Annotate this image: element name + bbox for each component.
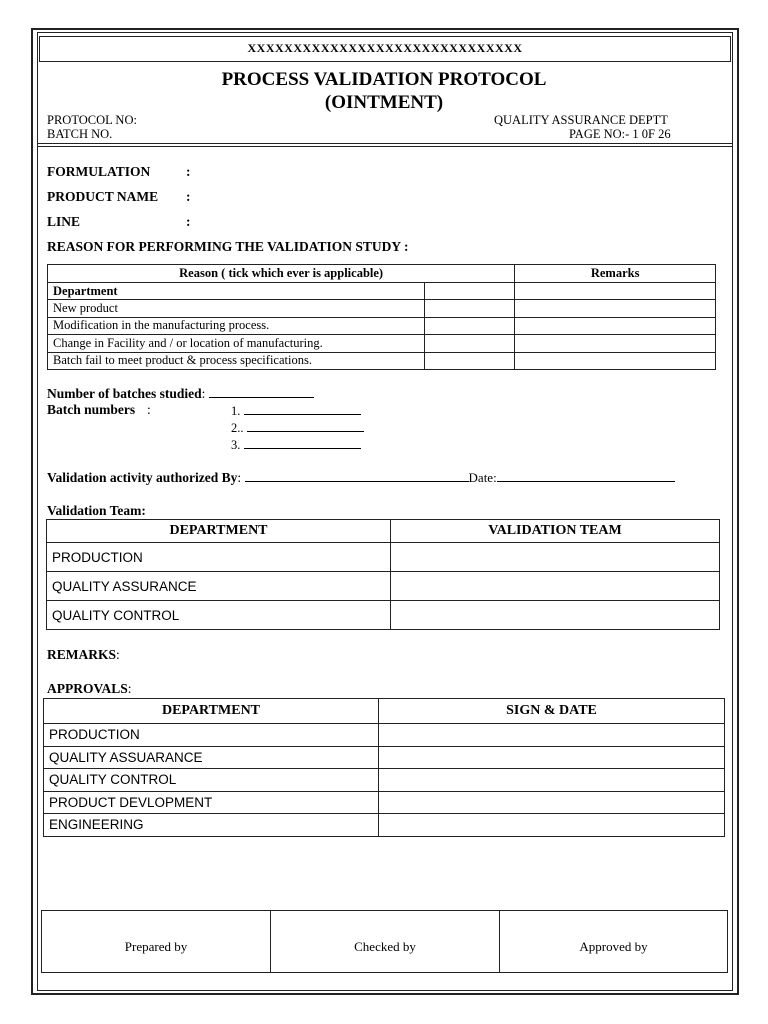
table-row [44,746,725,769]
date-label: Date: [468,470,497,485]
approvals-dept-header: DEPARTMENT [44,699,379,724]
batches-count-label: Number of batches studied [47,386,202,401]
header-divider-2 [37,146,733,147]
batch-item-1-field[interactable] [244,403,361,415]
batch-numbers-colon: : [147,402,151,417]
batch-item-2-field[interactable] [247,420,364,432]
batch-item-3-number: 3. [231,438,241,452]
approvals-sign-header: SIGN & DATE [379,699,725,724]
authorization-row: Validation activity authorized By: Date: [47,470,675,486]
team-dept-cell: PRODUCTION [47,543,391,572]
table-row [47,572,720,601]
reason-table [47,264,716,370]
reason-cell: Batch fail to meet product & process specifications. [48,352,425,369]
approval-sign-cell[interactable] [379,724,725,747]
department-label: QUALITY ASSURANCE DEPTT [494,113,668,127]
batch-item-1 [231,403,361,419]
reason-cell: New product [48,300,425,317]
approval-sign-cell[interactable] [379,746,725,769]
batch-numbers-label: Batch numbers [47,402,136,417]
approval-dept-cell: QUALITY CONTROL [44,769,379,792]
team-member-cell[interactable] [391,543,720,572]
tick-cell[interactable] [425,317,515,334]
company-header-box [39,36,731,62]
approval-sign-cell[interactable] [379,814,725,837]
table-row [48,317,716,334]
team-dept-header: DEPARTMENT [47,520,391,543]
document-subtitle: (OINTMENT) [324,92,444,113]
remarks-cell[interactable] [515,317,716,334]
batches-count-field[interactable] [209,386,314,398]
remarks-cell[interactable] [515,335,716,352]
formulation-colon: : [186,164,191,179]
approvals-heading: APPROVALS [47,681,128,696]
checked-by-cell[interactable]: Checked by [271,911,500,973]
batch-item-3 [231,437,361,453]
table-row [44,791,725,814]
remarks-label: REMARKS [47,647,117,662]
tick-cell[interactable] [425,283,515,300]
validation-team-table [46,519,720,630]
authorization-field[interactable] [245,470,469,482]
signoff-table [41,910,728,973]
product-name-label: PRODUCT NAME [47,189,159,204]
batch-item-1-number: 1. [231,404,241,418]
batch-item-2-number: 2.. [231,421,244,435]
authorization-label: Validation activity authorized By [47,470,238,485]
validation-team-heading: Validation Team: [47,503,146,518]
table-row [44,769,725,792]
approval-sign-cell[interactable] [379,769,725,792]
product-name-colon: : [186,189,191,204]
remarks-cell[interactable] [515,283,716,300]
remarks-cell[interactable] [515,300,716,317]
table-row [47,601,720,630]
header-divider [37,143,733,144]
line-label: LINE [47,214,81,229]
tick-cell[interactable] [425,300,515,317]
table-row [48,300,716,317]
reason-cell: Change in Facility and / or location of manufacturing. [48,335,425,352]
table-row [44,814,725,837]
company-name: XXXXXXXXXXXXXXXXXXXXXXXXXXXXXX [247,41,523,55]
team-member-cell[interactable] [391,572,720,601]
table-row [44,724,725,747]
protocol-no-label: PROTOCOL NO: [47,113,137,127]
date-field[interactable] [497,470,675,482]
tick-cell[interactable] [425,335,515,352]
batch-no-label: BATCH NO. [47,127,113,141]
reason-column-header: Reason ( tick which ever is applicable) [48,265,515,283]
remarks-cell[interactable] [515,352,716,369]
approvals-row: APPROVALS: [47,681,132,696]
table-row [48,283,716,300]
reason-cell: Modification in the manufacturing process. [48,317,425,334]
prepared-by-cell[interactable]: Prepared by [42,911,271,973]
team-members-header: VALIDATION TEAM [391,520,720,543]
table-row [47,543,720,572]
reason-heading: REASON FOR PERFORMING THE VALIDATION STUDY : [47,239,409,254]
batches-count-row: Number of batches studied: [47,386,314,402]
approval-dept-cell: PRODUCT DEVLOPMENT [44,791,379,814]
remarks-column-header: Remarks [515,265,716,283]
page-number: PAGE NO:- 1 0F 26 [569,127,671,141]
approval-dept-cell: PRODUCTION [44,724,379,747]
team-dept-cell: QUALITY CONTROL [47,601,391,630]
team-dept-cell: QUALITY ASSURANCE [47,572,391,601]
batch-item-2 [231,420,364,436]
line-colon: : [186,214,191,229]
approved-by-cell[interactable]: Approved by [500,911,728,973]
table-row [48,335,716,352]
tick-cell[interactable] [425,352,515,369]
formulation-label: FORMULATION [47,164,151,179]
approval-dept-cell: ENGINEERING [44,814,379,837]
remarks-row: REMARKS: [47,647,120,662]
batch-item-3-field[interactable] [244,437,361,449]
team-member-cell[interactable] [391,601,720,630]
approval-dept-cell: QUALITY ASSUARANCE [44,746,379,769]
reason-cell: Department [48,283,425,300]
table-row [48,352,716,369]
approval-sign-cell[interactable] [379,791,725,814]
approvals-table [43,698,725,837]
document-title: PROCESS VALIDATION PROTOCOL [221,69,547,90]
